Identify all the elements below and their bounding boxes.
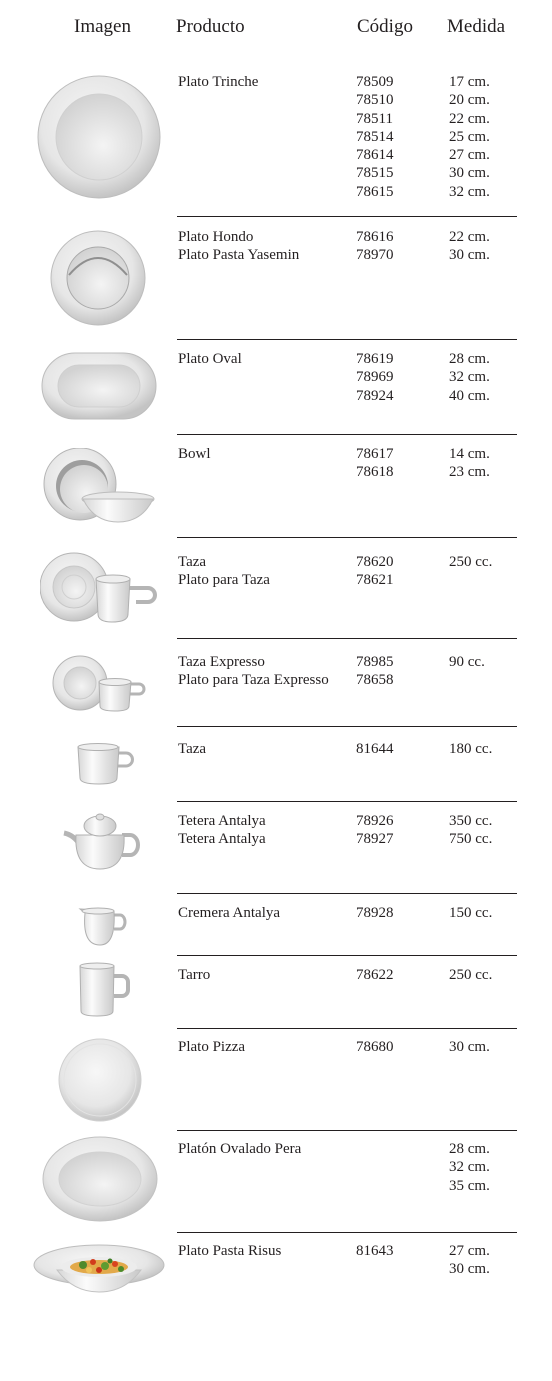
product-name: Plato Pasta Risus (178, 1243, 282, 1259)
row-divider (177, 801, 517, 802)
product-size: 20 cm. (449, 92, 490, 109)
size-cell (449, 904, 539, 922)
row-divider (177, 726, 517, 727)
product-code: 78927 (356, 831, 394, 848)
product-code: 78510 (356, 92, 394, 109)
product-code: 78926 (356, 813, 394, 829)
product-size: 250 cc. (449, 554, 493, 570)
product-cell (178, 1140, 353, 1158)
row-divider (177, 1130, 517, 1131)
product-cell (178, 445, 353, 463)
product-cell (178, 553, 353, 590)
product-code: 78514 (356, 128, 394, 145)
header-code: Código (357, 16, 413, 37)
size-cell (449, 740, 539, 758)
row-divider (177, 216, 517, 217)
product-name: Taza (178, 741, 207, 757)
row-divider (177, 638, 517, 639)
product-cell (178, 350, 353, 368)
product-size: 27 cm. (449, 147, 490, 164)
product-code: 78970 (356, 247, 394, 264)
row-divider (177, 955, 517, 956)
product-name: Tetera Antalya (178, 813, 266, 829)
product-size: 14 cm. (449, 446, 490, 462)
product-size: 350 cc. (449, 813, 493, 829)
product-cell (178, 228, 353, 265)
product-name: Platón Ovalado Pera (178, 1141, 302, 1157)
product-size: 28 cm. (449, 351, 490, 367)
pizza-plate-icon (57, 1038, 143, 1122)
product-name: Plato Hondo (178, 229, 254, 245)
size-cell (449, 73, 539, 201)
product-code: 78509 (356, 74, 394, 90)
deep-plate-icon (49, 229, 147, 327)
code-cell (356, 812, 436, 849)
product-size: 35 cm. (449, 1177, 490, 1194)
code-cell (356, 445, 436, 482)
size-cell (449, 228, 539, 265)
product-code: 78928 (356, 905, 394, 921)
mug-icon (78, 962, 132, 1018)
product-code: 78924 (356, 387, 394, 404)
size-cell (449, 553, 539, 571)
product-size: 30 cm. (449, 165, 490, 182)
code-cell (356, 740, 436, 758)
pasta-plate-icon (33, 1240, 165, 1294)
product-size: 150 cc. (449, 905, 493, 921)
espresso-cup-icon (52, 654, 148, 712)
code-cell (356, 966, 436, 984)
oval-plate-icon (41, 352, 157, 420)
product-code: 78622 (356, 967, 394, 983)
product-code: 78515 (356, 165, 394, 182)
size-cell (449, 1242, 539, 1279)
size-cell (449, 1038, 539, 1056)
product-size: 180 cc. (449, 741, 493, 757)
code-cell (356, 904, 436, 922)
code-cell (356, 228, 436, 265)
row-divider (177, 537, 517, 538)
product-size: 250 cc. (449, 967, 493, 983)
product-name: Plato Pasta Yasemin (178, 247, 300, 264)
product-code: 78618 (356, 464, 394, 481)
product-code: 78985 (356, 654, 394, 670)
product-code: 78680 (356, 1039, 394, 1055)
size-cell (449, 445, 539, 482)
size-cell (449, 350, 539, 405)
product-cell (178, 653, 353, 690)
product-name: Plato Pizza (178, 1039, 246, 1055)
product-size: 27 cm. (449, 1243, 490, 1259)
row-divider (177, 339, 517, 340)
size-cell (449, 812, 539, 849)
product-name: Plato para Taza (178, 572, 270, 589)
product-size: 17 cm. (449, 74, 490, 90)
code-cell (356, 653, 436, 690)
product-name: Tetera Antalya (178, 831, 266, 848)
row-divider (177, 1028, 517, 1029)
product-cell (178, 1242, 353, 1260)
product-code: 78620 (356, 554, 394, 570)
product-code: 78658 (356, 672, 394, 689)
product-code: 81643 (356, 1243, 394, 1259)
product-cell (178, 812, 353, 849)
product-size: 32 cm. (449, 1159, 490, 1176)
product-cell (178, 966, 353, 984)
code-cell (356, 1242, 436, 1260)
product-code: 78511 (356, 110, 393, 127)
product-code: 78969 (356, 369, 394, 386)
product-cell (178, 73, 353, 91)
product-cell (178, 904, 353, 922)
cup-icon (76, 743, 134, 785)
cup-and-saucer-icon (40, 552, 160, 624)
teapot-icon (62, 813, 140, 873)
product-size: 90 cc. (449, 654, 485, 670)
row-divider (177, 434, 517, 435)
product-cell (178, 1038, 353, 1056)
row-divider (177, 893, 517, 894)
product-cell (178, 740, 353, 758)
product-size: 22 cm. (449, 110, 490, 127)
code-cell (356, 350, 436, 405)
size-cell (449, 1140, 539, 1195)
product-name: Bowl (178, 446, 211, 462)
product-size: 40 cm. (449, 387, 490, 404)
product-code: 81644 (356, 741, 394, 757)
product-size: 25 cm. (449, 128, 490, 145)
product-size: 32 cm. (449, 183, 490, 200)
size-cell (449, 653, 539, 671)
product-code: 78616 (356, 229, 394, 245)
product-size: 32 cm. (449, 369, 490, 386)
header-size: Medida (447, 16, 506, 37)
product-size: 30 cm. (449, 247, 490, 264)
row-divider (177, 1232, 517, 1233)
product-name: Plato para Taza Expresso (178, 672, 329, 689)
product-code: 78621 (356, 572, 394, 589)
product-name: Cremera Antalya (178, 905, 281, 921)
product-name: Taza Expresso (178, 654, 265, 670)
product-code: 78619 (356, 351, 394, 367)
oval-platter-icon (42, 1136, 158, 1222)
product-size: 22 cm. (449, 229, 490, 245)
plate-icon (36, 74, 162, 200)
product-size: 28 cm. (449, 1141, 490, 1157)
product-name: Plato Trinche (178, 74, 259, 90)
product-size: 23 cm. (449, 464, 490, 481)
code-cell (356, 73, 436, 201)
product-name: Plato Oval (178, 351, 242, 367)
product-size: 30 cm. (449, 1039, 490, 1055)
product-name: Taza (178, 554, 207, 570)
product-code: 78614 (356, 147, 394, 164)
header-product: Producto (176, 16, 245, 37)
product-size: 30 cm. (449, 1261, 490, 1278)
creamer-icon (78, 905, 128, 947)
header-image: Imagen (74, 16, 131, 37)
product-code: 78617 (356, 446, 394, 462)
code-cell (356, 553, 436, 590)
product-name: Tarro (178, 967, 211, 983)
product-size: 750 cc. (449, 831, 493, 848)
bowl-icon (42, 448, 156, 524)
product-code: 78615 (356, 183, 394, 200)
size-cell (449, 966, 539, 984)
code-cell (356, 1038, 436, 1056)
